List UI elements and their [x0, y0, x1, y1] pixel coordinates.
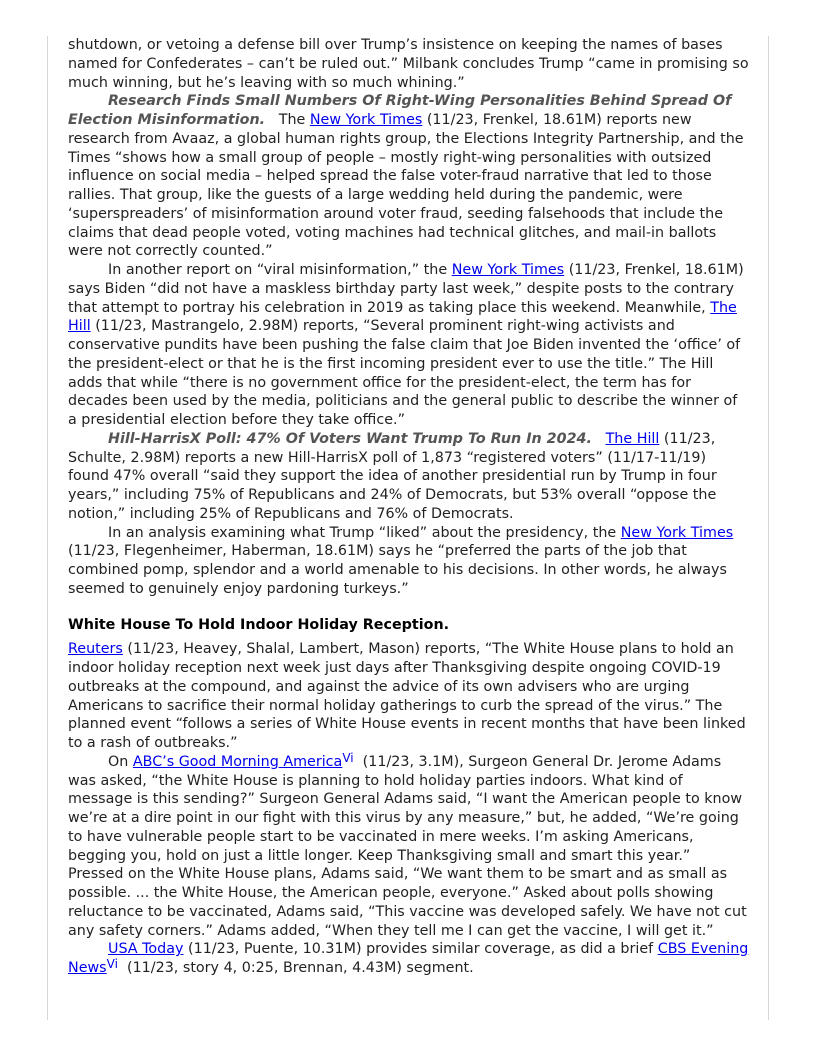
source-link[interactable]: The Hill: [68, 299, 737, 335]
source-link[interactable]: New York Times: [451, 262, 565, 278]
source-link[interactable]: ABC’s Good Morning America: [132, 753, 343, 770]
body-text: In another report on “viral misinformation,” the: [108, 262, 452, 278]
body-text: In an analysis examining what Trump “liked” about the presidency, the: [108, 524, 621, 541]
right-margin-rule: [768, 36, 769, 1020]
source-link[interactable]: USA Today: [108, 941, 184, 958]
paragraph: [68, 640, 750, 753]
paragraph: [68, 524, 750, 599]
left-margin-rule: [47, 36, 48, 1020]
video-icon[interactable]: Vi: [106, 957, 118, 971]
source-link[interactable]: New York Times: [309, 112, 423, 128]
body-text: On: [108, 753, 133, 770]
source-link[interactable]: CBS Evening News: [68, 941, 749, 976]
paragraph: [68, 261, 750, 430]
body-text: (11/23, 3.1M), Surgeon General Dr. Jerome Adams was asked, “the White House is planning to hold holiday parties indoors. What kind of message is this sending?” Surgeon General Adams said, “I want the American people to know we’re at a dire point in our fight with this virus by any measure,” but, he added, “We’re going to have vulnerable people start to be vaccinated in mere weeks. I’m asking Americans, begging you, hold on just a little longer. Keep Thanksgiving small and smart this year.” Pressed on the White House plans, Adams said, “We want them to be smart and as small as possible. ... the White House, the American people, everyone.” Asked about polls showing reluctance to be vaccinated, Adams said, “This vaccine was developed safely. We have not cut any safety corners.” Adams added, “When they tell me I can get the vaccine, I will get it.”: [68, 753, 752, 939]
story-headline: Hill-HarrisX Poll: 47% Of Voters Want Trump To Run In 2024.: [108, 430, 592, 447]
paragraph: [68, 430, 750, 524]
body-text: The: [265, 112, 310, 128]
body-text: (11/23, Schulte, 2.98M) reports a new Hill-HarrisX poll of 1,873 “registered voters” (11/17-11/19) found 47% overall “said they support the idea of another presidential run by Trump in four years,” including 75% of Republicans and 24% of Democrats, but 53% overall “oppose the notion,” including 25% of Republicans and 76% of Democrats.: [68, 430, 722, 522]
story-headline: Research Finds Small Numbers Of Right-Wing Personalities Behind Spread Of Election Misinformation.: [68, 93, 732, 128]
paragraph: [68, 750, 752, 941]
body-text: (11/23, Heavey, Shalal, Lambert, Mason) reports, “The White House plans to hold an indoor holiday reception next week just days after Thanksgiving despite ongoing COVID-19 outbreaks at the compound, and against the advice of its own advisers who are urging Americans to sacrifice their normal holiday gatherings to curb the spread of the virus.” The planned event “follows a series of White House events in recent months that have been linked to a rash of outbreaks.”: [68, 641, 751, 751]
paragraph: [68, 92, 750, 261]
section-heading: White House To Hold Indoor Holiday Reception.: [68, 616, 450, 633]
body-text: (11/23, story 4, 0:25, Brennan, 4.43M) segment.: [117, 960, 474, 976]
paragraph: [68, 940, 750, 978]
body-text: (11/23, Puente, 10.31M) provides similar coverage, as did a brief: [183, 941, 658, 958]
paragraph: [68, 36, 754, 92]
video-icon[interactable]: Vi: [342, 750, 354, 765]
body-text: (11/23, Frenkel, 18.61M) reports new research from Avaaz, a global human rights group, the Elections Integrity Partnership, and the Times “shows how a small group of people – mostly right-wing personalities with outsized influence on social media – helped spread the false voter-fraud narrative that led to those rallies. That group, like the guests of a large wedding held during the pandemic, were ‘superspreaders’ of misinformation around voter fraud, seeding falsehoods that include the claims that dead people voted, voting machines had technical glitches, and mail-in ballots were not correctly counted.”: [68, 112, 749, 260]
body-text: (11/23, Mastrangelo, 2.98M) reports, “Several prominent right-wing activists and conservative pundits have been pushing the false claim that Joe Biden invented the ‘office’ of the president-elect or that he is the first incoming president ever to use the title.” The Hill adds that while “there is no government office for the president-elect, the term has for decades been used by the media, politicians and the general public to describe the winner of a presidential election before they take office.”: [68, 318, 745, 428]
source-link[interactable]: Reuters: [68, 641, 123, 658]
body-text: [592, 431, 606, 447]
body-text: shutdown, or vetoing a defense bill over Trump’s insistence on keeping the names of bases named for Confederates – can’t be ruled out.” Milbank concludes Trump “came in promising so much winning, but he’s leaving with so much whining.”: [68, 37, 754, 91]
document-body: [68, 36, 754, 978]
source-link[interactable]: The Hill: [605, 430, 660, 447]
source-link[interactable]: New York Times: [620, 524, 734, 541]
body-text: (11/23, Flegenheimer, Haberman, 18.61M) says he “preferred the parts of the job that combined pomp, splendor and a world amenable to his decisions. In other words, he always seemed to genuinely enjoy pardoning turkeys.”: [68, 524, 738, 597]
body-text: (11/23, Frenkel, 18.61M) says Biden “did not have a maskless birthday party last week,” despite posts to the contrary that attempt to portray his celebration in 2019 as taking place this weekend. Meanwhile,: [68, 262, 749, 316]
